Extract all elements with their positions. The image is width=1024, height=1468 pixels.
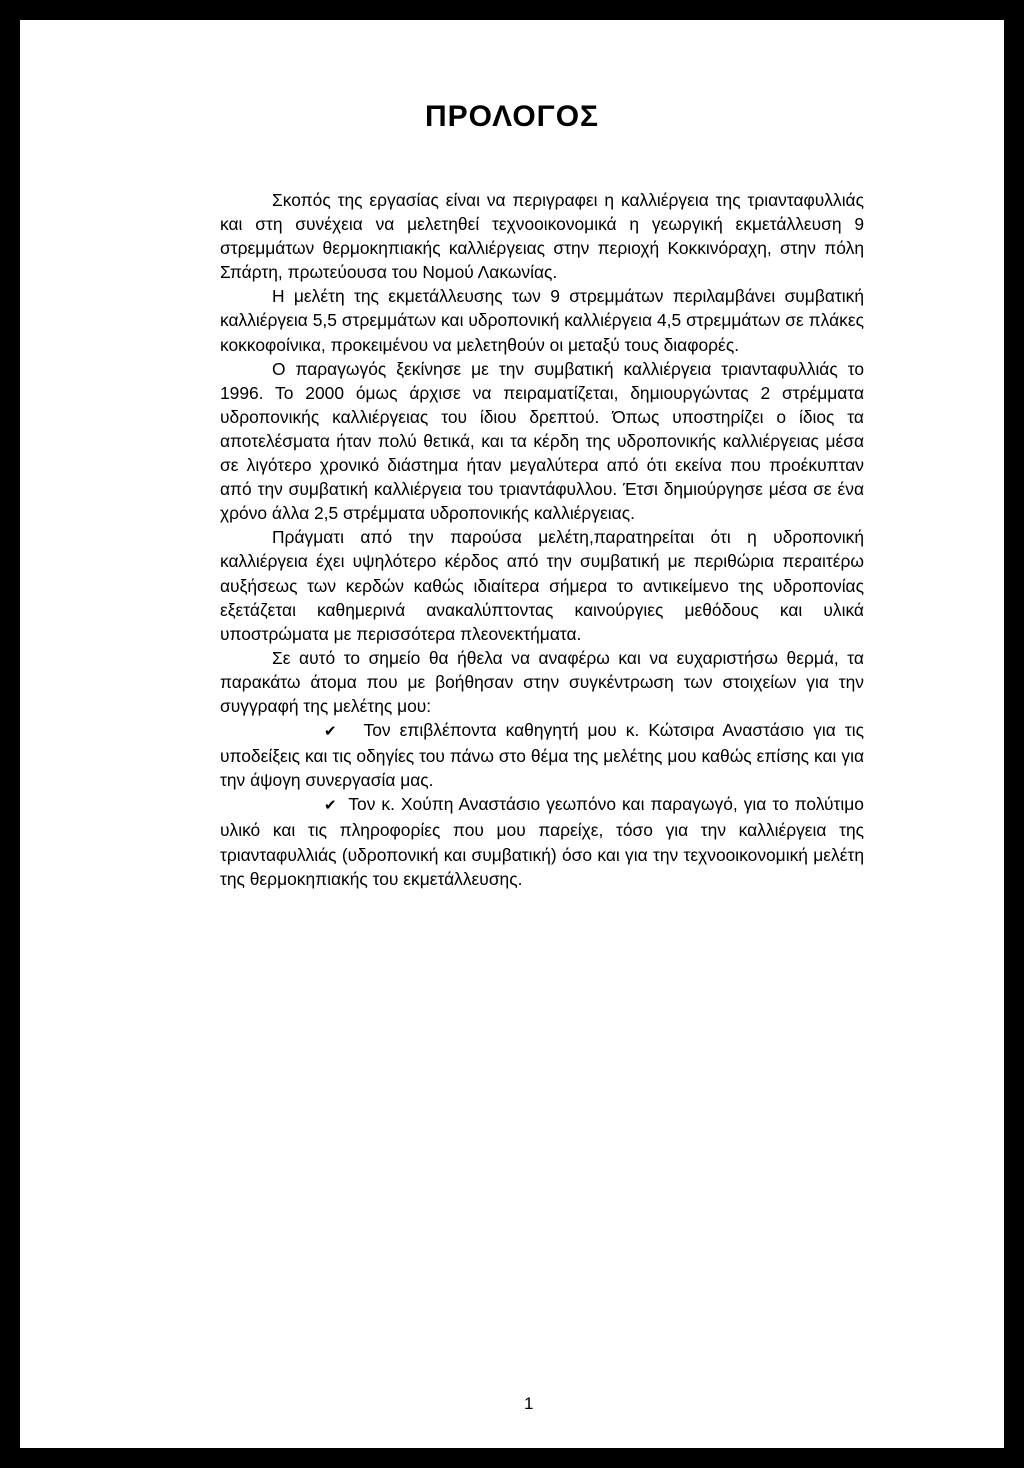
document-page [20,20,1004,1448]
acknowledgement-item [220,792,864,890]
acknowledgement-item [220,718,864,792]
page-number: 1 [524,1394,534,1413]
paragraph-thanks-intro: Σε αυτό το σημείο θα ήθελα να αναφέρω και να ευχαριστήσω θερμά, τα παρακάτω άτομα που με βοήθησαν στην συγκέντρωση των στοιχείων για την συγγραφή της μελέτης μου: [220,647,864,716]
paragraph-producer-history: Ο παραγωγός ξεκίνησε με την συμβατική καλλιέργεια τριανταφυλλιάς το 1996. Το 2000 όμως άρχισε να πειραματίζεται, δημιουργώντας 2 στρέμματα υδροπονικής καλλιέργειας του ίδιου δρεπτού. Όπως υποστηρίζει ο ίδιος τα αποτελέσματα ήταν πολύ θετικά, και τα κέρδη της υδροπονικής καλλιέργειας μέσα σε λιγότερο χρονικό διάστημα ήταν μεγαλύτερα από ότι εκείνα που προέκυπταν από την συμβατική καλλιέργεια του τριαντάφυλλου. Έτσι δημιούργησε μέσα σε ένα χρόνο άλλα 2,5 στρέμματα υδροπονικής καλλιέργειας. [220,358,864,524]
acknowledgement-text: Τον επιβλέποντα καθηγητή μου κ. Κώτσιρα Αναστάσιο για τις υποδείξεις και τις οδηγίες του πάνω στο θέμα της μελέτης μου καθώς επίσης και για την άψογη συνεργασία μας. [220,720,864,791]
paragraph-study-scope: Η μελέτη της εκμετάλλευσης των 9 στρεμμάτων περιλαμβάνει συμβατική καλλιέργεια 5,5 στρεμμάτων και υδροπονική καλλιέργεια 4,5 στρεμμάτων σε πλάκες κοκκοφοίνικα, προκειμένου να μελετηθούν οι μεταξύ τους διαφορές. [220,286,864,355]
paragraph-purpose: Σκοπός της εργασίας είναι να περιγραφει η καλλιέργεια της τριανταφυλλιάς και στη συνέχεια να μελετηθεί τεχνοοικονομικά η γεωργική εκμετάλλευση 9 στρεμμάτων θερμοκηπιακής καλλιέργειας στην περιοχή Κοκκινόραχη, στην πόλη Σπάρτη, πρωτεύουσα του Νομού Λακωνίας. [220,190,864,283]
acknowledgement-text: Τον κ. Χούπη Αναστάσιο γεωπόνο και παραγωγό, για το πολύτιμο υλικό και τις πληροφορίες που μου παρείχε, τόσο για την καλλιέργεια της τριανταφυλλιάς (υδροπονική και συμβατική) όσο και για την τεχνοοικονομική μελέτη της θερμοκηπιακής του εκμετάλλευσης. [220,794,864,889]
page-title: ΠΡΟΛΟΓΟΣ [424,100,600,133]
checkmark-icon: ✔ [324,723,337,741]
paragraph-findings: Πράγματι από την παρούσα μελέτη,παρατηρείται ότι η υδροπονική καλλιέργεια έχει υψηλότερο κέρδος από την συμβατική με περιθώρια περαιτέρω αυξήσεως των κερδών καθώς ιδιαίτερα σήμερα το αντικείμενο της υδροπονίας εξετάζεται καθημερινά ανακαλύπτοντας καινούργιες μεθόδους και υλικά υποστρώματα με περισσότερα πλεονεκτήματα. [220,527,864,644]
checkmark-icon: ✔ [324,797,337,815]
preface-body [220,188,864,891]
